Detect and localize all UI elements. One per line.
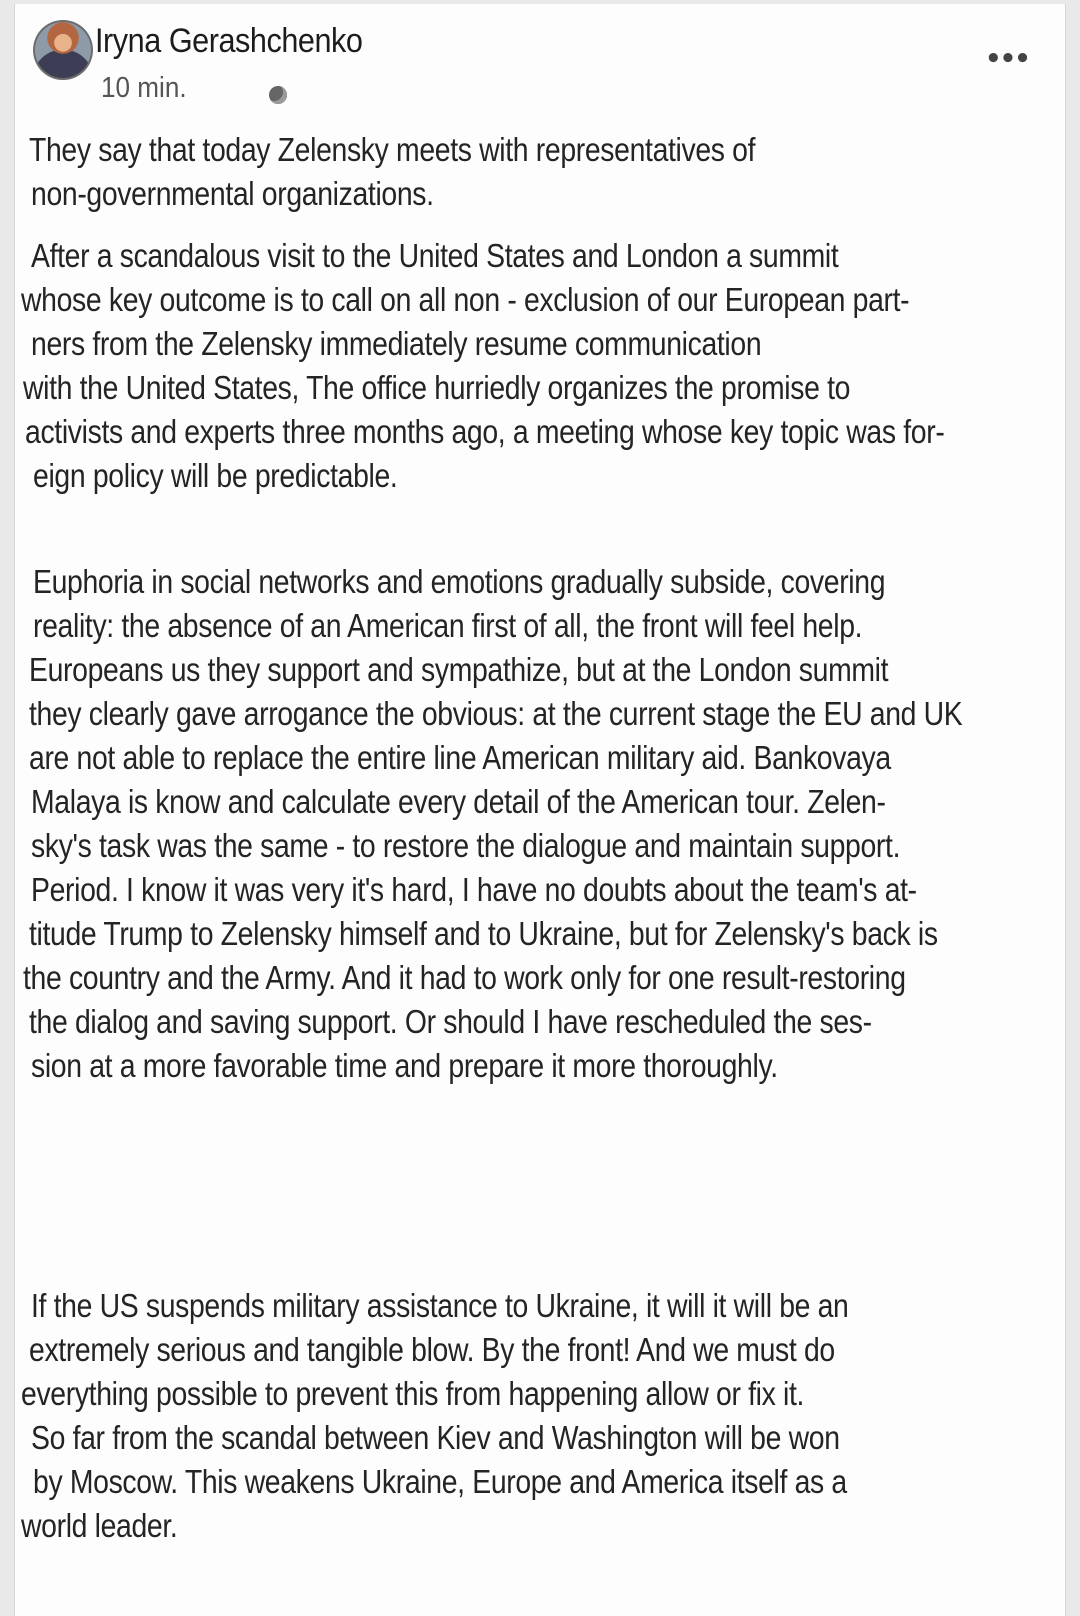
text-line: world leader. — [21, 1507, 178, 1544]
author-avatar[interactable] — [33, 20, 93, 80]
text-line: Period. I know it was very it's hard, I have no doubts about the team's at- — [31, 871, 917, 908]
text-line: extremely serious and tangible blow. By the front! And we must do — [29, 1331, 835, 1368]
text-line: eign policy will be predictable. — [33, 457, 398, 494]
text-line: sion at a more favorable time and prepare it more thoroughly. — [31, 1047, 778, 1084]
post-paragraph — [19, 560, 1059, 1088]
text-line: the country and the Army. And it had to work only for one result-restoring — [23, 959, 906, 996]
text-line: titude Trump to Zelensky himself and to Ukraine, but for Zelensky's back is — [29, 915, 938, 952]
globe-icon — [269, 86, 287, 104]
author-name[interactable]: Iryna Gerashchenko — [95, 22, 363, 60]
post-paragraph — [19, 234, 1059, 498]
text-line: sky's task was the same - to restore the dialogue and maintain support. — [31, 827, 901, 864]
text-line: ners from the Zelensky immediately resume communication — [31, 325, 762, 362]
text-line: If the US suspends military assistance to Ukraine, it will it will be an — [31, 1287, 849, 1324]
text-line: are not able to replace the entire line American military aid. Bankovaya — [29, 739, 891, 776]
text-line: Malaya is know and calculate every detail of the American tour. Zelen- — [31, 783, 886, 820]
post-timestamp[interactable]: 10 min. — [101, 72, 187, 104]
text-line: Europeans us they support and sympathize, but at the London summit — [29, 651, 889, 688]
text-line: with the United States, The office hurriedly organizes the promise to — [23, 369, 851, 406]
text-line: They say that today Zelensky meets with representatives of — [29, 131, 756, 168]
text-line: activists and experts three months ago, a meeting whose key topic was for- — [25, 413, 945, 450]
post-paragraph — [19, 128, 1059, 216]
text-line: reality: the absence of an American first of all, the front will feel help. — [33, 607, 863, 644]
more-options-button[interactable]: ••• — [985, 44, 1029, 74]
text-line: they clearly gave arrogance the obvious: at the current stage the EU and UK — [29, 695, 963, 732]
post-paragraph — [19, 1284, 1059, 1548]
text-line: everything possible to prevent this from happening allow or fix it. — [21, 1375, 805, 1412]
text-line: So far from the scandal between Kiev and Washington will be won — [31, 1419, 840, 1456]
text-line: Euphoria in social networks and emotions gradually subside, covering — [33, 563, 886, 600]
text-line: non-governmental organizations. — [31, 175, 434, 212]
text-line: by Moscow. This weakens Ukraine, Europe and America itself as a — [33, 1463, 847, 1500]
text-line: the dialog and saving support. Or should I have rescheduled the ses- — [29, 1003, 872, 1040]
post-card — [14, 4, 1066, 1616]
text-line: whose key outcome is to call on all non - exclusion of our European part- — [21, 281, 910, 318]
text-line: After a scandalous visit to the United States and London a summit — [31, 237, 839, 274]
